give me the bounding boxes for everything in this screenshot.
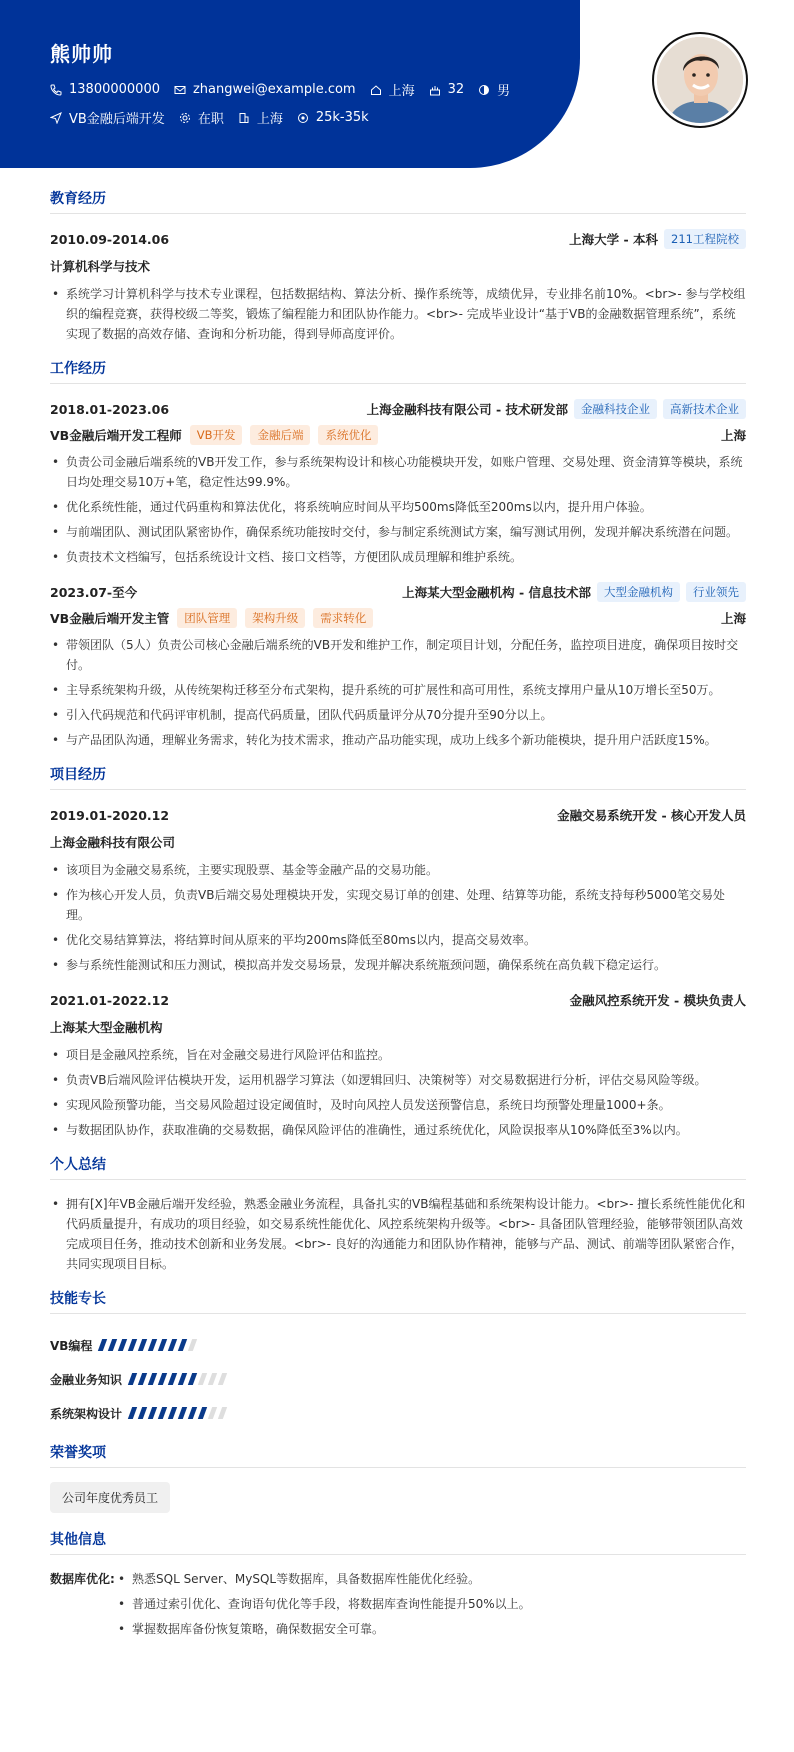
gender-info: [478, 80, 510, 99]
role-title: VB金融后端开发工程师: [50, 428, 182, 443]
section-title: 工作经历: [50, 358, 746, 384]
section-title: 其他信息: [50, 1529, 746, 1555]
skill-level-segment: [158, 1407, 167, 1419]
role-tag: 金融后端: [250, 425, 310, 445]
entry-header: [50, 989, 746, 1011]
skill-level-segment: [138, 1373, 147, 1385]
work-section: [50, 358, 746, 750]
list-item: • 负责公司金融后端系统的VB开发工作，参与系统架构设计和核心功能模块开发，如账户管理、交易处理、资金清算等模块，系统日均处理交易10万+笔，稳定性达99.9%。: [50, 452, 746, 492]
cake-icon: [429, 84, 441, 96]
building-icon: [238, 112, 250, 124]
other-section: [50, 1529, 746, 1644]
project-name: 金融风控系统开发 - 模块负责人: [569, 993, 746, 1008]
skill-level-segment: [148, 1407, 157, 1419]
skill-level-segment: [178, 1373, 187, 1385]
email-info: [174, 82, 356, 97]
salary-info: [297, 110, 369, 125]
skill-row: [50, 1328, 746, 1362]
skill-level-segment: [178, 1339, 187, 1351]
location: 上海: [720, 611, 746, 626]
skill-level-segment: [188, 1407, 197, 1419]
section-title: 个人总结: [50, 1154, 746, 1180]
gender-icon: [478, 84, 490, 96]
project-entry: [50, 989, 746, 1140]
company-tag: 高新技术企业: [663, 399, 746, 419]
skill-name: 金融业务知识: [50, 1372, 123, 1387]
entry-header: [50, 398, 746, 420]
city-text: 上海: [388, 84, 415, 99]
skill-name: 系统架构设计: [50, 1406, 123, 1421]
summary-bullets: [50, 1194, 746, 1274]
summary-section: [50, 1154, 746, 1274]
list-item: • 负责技术文档编写，包括系统设计文档、接口文档等，方便团队成员理解和维护系统。: [50, 547, 746, 567]
skill-level-segment: [188, 1339, 197, 1351]
skill-level-segment: [168, 1407, 177, 1419]
skills-list: [50, 1328, 746, 1430]
skill-level-segment: [128, 1339, 137, 1351]
entry-header: [50, 228, 746, 250]
role-line: [50, 424, 746, 446]
company-name: 上海金融科技有限公司 - 技术研发部: [366, 402, 568, 417]
skill-level-segment: [178, 1407, 187, 1419]
other-info: [50, 1569, 746, 1644]
skill-level-bars: [130, 1407, 230, 1419]
send-icon: [50, 112, 62, 124]
work-bullets: [50, 635, 746, 750]
projects-section: [50, 764, 746, 1140]
salary-text: 25k-35k: [315, 110, 369, 125]
role: [50, 608, 373, 628]
gender-text: 男: [497, 84, 511, 99]
role-title: VB金融后端开发主管: [50, 611, 170, 626]
work-city-text: 上海: [256, 112, 283, 127]
entry-date: 2023.07-至今: [50, 585, 138, 600]
section-title: 教育经历: [50, 188, 746, 214]
person-silhouette-icon: [657, 37, 743, 123]
list-item: • 普通过索引优化、查询语句优化等手段，将数据库查询性能提升50%以上。: [116, 1594, 531, 1614]
list-item: • 系统学习计算机科学与技术专业课程，包括数据结构、算法分析、操作系统等，成绩优异，专业排名前10%。<br>- 参与学校组织的编程竞赛，获得校级二等奖，锻炼了编程能力和团队协作能力。<br>- 完成毕业设计“基于VB的金融数据管理系统”，系统实现了数据的高效存储、查询和分析功能，得到导师高度评价。: [50, 284, 746, 344]
mail-icon: [174, 84, 186, 96]
location: 上海: [720, 428, 746, 443]
entry-date: 2010.09-2014.06: [50, 231, 170, 247]
project-org: 上海金融科技有限公司: [50, 835, 176, 850]
skill-level-segment: [128, 1407, 137, 1419]
list-item: • 带领团队（5人）负责公司核心金融后端系统的VB开发和维护工作，制定项目计划，分配任务，监控项目进度，确保项目按时交付。: [50, 635, 746, 675]
skill-level-bars: [130, 1373, 230, 1385]
project-org: 上海某大型金融机构: [50, 1020, 163, 1035]
city-info: [370, 80, 415, 99]
work-city-info: [238, 108, 283, 127]
skill-level-segment: [128, 1373, 137, 1385]
skill-level-segment: [188, 1373, 197, 1385]
section-title: 技能专长: [50, 1288, 746, 1314]
list-item: • 与数据团队协作，获取准确的交易数据，确保风险评估的准确性，通过系统优化，风险误报率从10%降低至3%以内。: [50, 1120, 746, 1140]
role-tag: 架构升级: [245, 608, 305, 628]
role-tag: VB开发: [190, 425, 243, 445]
skill-level-segment: [218, 1407, 227, 1419]
skills-section: [50, 1288, 746, 1430]
skill-level-segment: [208, 1373, 217, 1385]
education-section: [50, 188, 746, 344]
major: 计算机科学与技术: [50, 259, 151, 274]
candidate-name: 熊帅帅: [50, 42, 113, 66]
role: [50, 425, 378, 445]
list-item: • 与前端团队、测试团队紧密协作，确保系统功能按时交付，参与制定系统测试方案，编写测试用例，发现并解决系统潜在问题。: [50, 522, 746, 542]
entry-org: [569, 229, 746, 249]
skill-level-segment: [138, 1339, 147, 1351]
phone-text: 13800000000: [69, 82, 160, 97]
resume-content: [50, 170, 746, 1644]
job-text: VB金融后端开发: [69, 112, 165, 127]
role-tag: 团队管理: [177, 608, 237, 628]
company-tag: 行业领先: [686, 582, 746, 602]
project-bullets: [50, 860, 746, 975]
list-item: • 与产品团队沟通，理解业务需求，转化为技术需求，推动产品功能实现，成功上线多个新功能模块，提升用户活跃度15%。: [50, 730, 746, 750]
honors-section: [50, 1442, 746, 1513]
work-entry: [50, 398, 746, 567]
skill-level-segment: [118, 1339, 127, 1351]
skill-level-segment: [198, 1373, 207, 1385]
skill-name: VB编程: [50, 1338, 93, 1353]
age-text: 32: [447, 82, 465, 97]
list-item: • 熟悉SQL Server、MySQL等数据库，具备数据库性能优化经验。: [116, 1569, 531, 1589]
other-label: 数据库优化:: [50, 1572, 115, 1586]
entry-date: 2019.01-2020.12: [50, 807, 170, 823]
skill-level-segment: [108, 1339, 117, 1351]
email-text: zhangwei@example.com: [192, 82, 356, 97]
skill-level-segment: [148, 1373, 157, 1385]
header-banner: [0, 0, 580, 168]
list-item: • 优化交易结算算法，将结算时间从原来的平均200ms降低至80ms以内，提高交易效率。: [50, 930, 746, 950]
skill-level-segment: [168, 1373, 177, 1385]
list-item: • 该项目为金融交易系统，主要实现股票、基金等金融产品的交易功能。: [50, 860, 746, 880]
company-name: 上海某大型金融机构 - 信息技术部: [402, 585, 591, 600]
skill-level-segment: [138, 1407, 147, 1419]
education-bullets: [50, 284, 746, 344]
contact-row: [50, 80, 524, 99]
skill-level-segment: [198, 1407, 207, 1419]
work-bullets: [50, 452, 746, 567]
school-tag: 211工程院校: [664, 229, 746, 249]
project-entry: [50, 804, 746, 975]
role-line: [50, 607, 746, 629]
entry-header: [50, 581, 746, 603]
list-item: • 项目是金融风控系统，旨在对金融交易进行风险评估和监控。: [50, 1045, 746, 1065]
list-item: • 主导系统架构升级，从传统架构迁移至分布式架构，提升系统的可扩展性和高可用性，系统支撑用户量从10万增长至50万。: [50, 680, 746, 700]
school-name: 上海大学 - 本科: [569, 232, 659, 247]
company-tag: 金融科技企业: [574, 399, 657, 419]
project-name: 金融交易系统开发 - 核心开发人员: [557, 808, 746, 823]
avatar-photo: [657, 37, 743, 123]
list-item: • 引入代码规范和代码评审机制，提高代码质量，团队代码质量评分从70分提升至90分以上。: [50, 705, 746, 725]
status-text: 在职: [197, 112, 224, 127]
role-tag: 需求转化: [313, 608, 373, 628]
skill-level-segment: [158, 1339, 167, 1351]
education-entry: [50, 228, 746, 344]
entry-org: [402, 582, 746, 602]
coin-icon: [297, 112, 309, 124]
skill-level-segment: [148, 1339, 157, 1351]
list-item: • 参与系统性能测试和压力测试，模拟高并发交易场景，发现并解决系统瓶颈问题，确保系统在高负载下稳定运行。: [50, 955, 746, 975]
skill-level-segment: [168, 1339, 177, 1351]
phone-info: [50, 82, 160, 97]
list-item: • 实现风险预警功能，当交易风险超过设定阈值时，及时向风控人员发送预警信息，系统日均预警处理量1000+条。: [50, 1095, 746, 1115]
skill-row: [50, 1362, 746, 1396]
skill-level-segment: [98, 1339, 107, 1351]
gear-icon: [179, 112, 191, 124]
skill-level-segment: [218, 1373, 227, 1385]
entry-header: [50, 804, 746, 826]
project-bullets: [50, 1045, 746, 1140]
job-row: [50, 108, 383, 127]
summary-text: • 拥有[X]年VB金融后端开发经验，熟悉金融业务流程，具备扎实的VB编程基础和系统架构设计能力。<br>- 擅长系统性能优化和代码质量提升，有成功的项目经验，如交易系统性能优化、风控系统架构升级等。<br>- 具备团队管理经验，能够带领团队高效完成项目任务，推动技术创新和业务发展。<br>- 良好的沟通能力和团队协作精神，能够与产品、测试、前端等团队紧密合作，共同实现项目目标。: [50, 1194, 746, 1274]
entry-date: 2018.01-2023.06: [50, 401, 170, 417]
skill-level-segment: [158, 1373, 167, 1385]
job-info: [50, 108, 165, 127]
section-title: 项目经历: [50, 764, 746, 790]
list-item: • 优化系统性能，通过代码重构和算法优化，将系统响应时间从平均500ms降低至200ms以内，提升用户体验。: [50, 497, 746, 517]
work-entry: [50, 581, 746, 750]
skill-level-segment: [208, 1407, 217, 1419]
skill-level-bars: [100, 1339, 200, 1351]
section-title: 荣誉奖项: [50, 1442, 746, 1468]
list-item: • 掌握数据库备份恢复策略，确保数据安全可靠。: [116, 1619, 531, 1639]
company-tag: 大型金融机构: [597, 582, 680, 602]
entry-date: 2021.01-2022.12: [50, 992, 170, 1008]
home-icon: [370, 84, 382, 96]
skill-row: [50, 1396, 746, 1430]
entry-org: [367, 399, 746, 419]
status-info: [179, 108, 224, 127]
honor-badge: 公司年度优秀员工: [50, 1482, 170, 1513]
role-tag: 系统优化: [318, 425, 378, 445]
phone-icon: [50, 84, 62, 96]
avatar: [652, 32, 748, 128]
list-item: • 作为核心开发人员，负责VB后端交易处理模块开发，实现交易订单的创建、处理、结算等功能，系统支持每秒5000笔交易处理。: [50, 885, 746, 925]
list-item: • 负责VB后端风险评估模块开发，运用机器学习算法（如逻辑回归、决策树等）对交易数据进行分析，评估交易风险等级。: [50, 1070, 746, 1090]
other-bullets: [116, 1569, 531, 1644]
age-info: [429, 82, 465, 97]
